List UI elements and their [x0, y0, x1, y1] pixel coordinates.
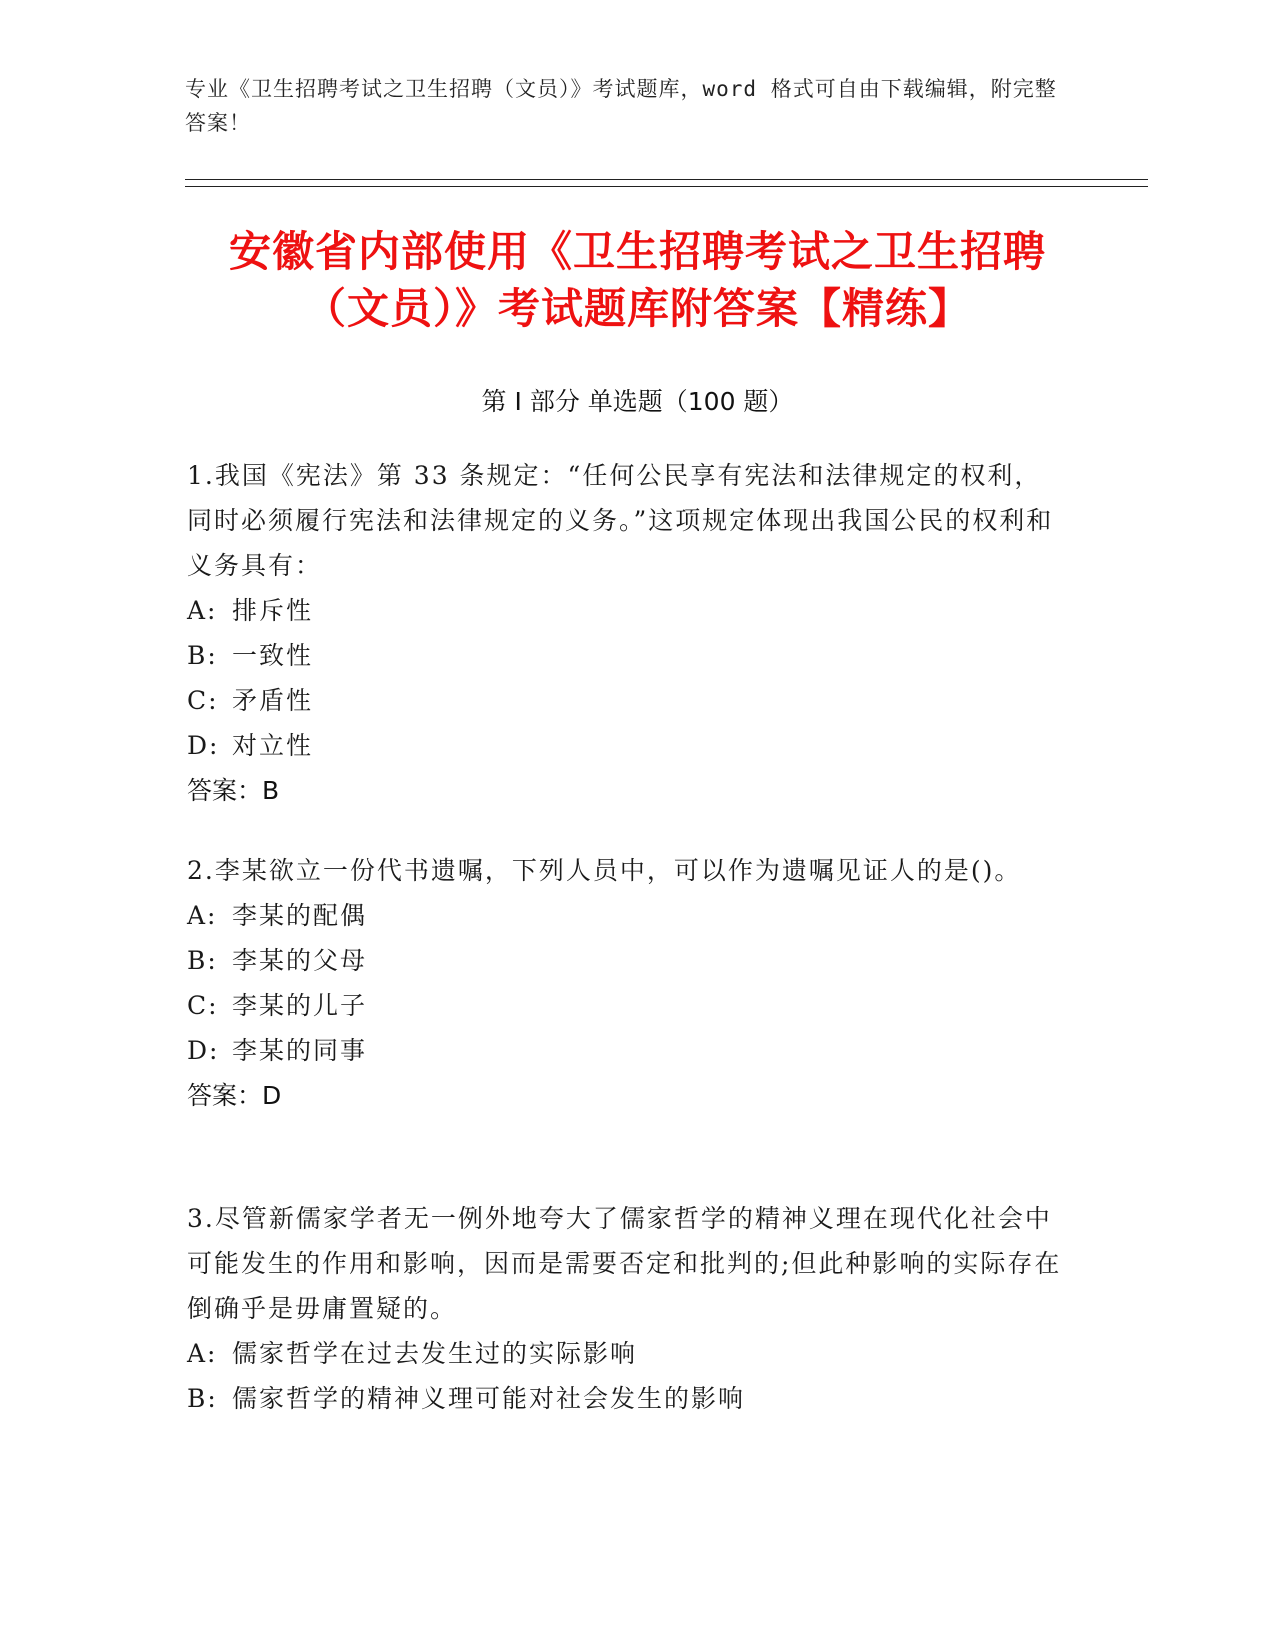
- option-a: [187, 588, 1067, 633]
- option-b: [187, 1376, 1067, 1421]
- option-text: 儒家哲学的精神义理可能对社会发生的影响: [232, 1384, 746, 1413]
- option-text: 李某的配偶: [232, 901, 368, 930]
- option-text: 儒家哲学在过去发生过的实际影响: [232, 1339, 638, 1368]
- option-d: [187, 723, 1067, 768]
- option-letter: D:: [187, 1036, 220, 1065]
- option-letter: B:: [187, 641, 218, 670]
- answer: 答案：B: [187, 776, 280, 805]
- option-text: 李某的同事: [232, 1036, 368, 1065]
- option-c: [187, 678, 1067, 723]
- header-rule-top: [185, 179, 1148, 180]
- question-2: [187, 848, 1067, 1118]
- header-note: 专业《卫生招聘考试之卫生招聘（文员）》考试题库，word 格式可自由下载编辑，附完整答案！: [185, 77, 1057, 135]
- question-text: 1.我国《宪法》第 33 条规定：“任何公民享有宪法和法律规定的权利，同时必须履行宪法和法律规定的义务。”这项规定体现出我国公民的权利和义务具有：: [187, 461, 1054, 580]
- option-letter: B:: [187, 946, 218, 975]
- option-letter: A:: [187, 901, 218, 930]
- question-text: 3.尽管新儒家学者无一例外地夸大了儒家哲学的精神义理在现代化社会中可能发生的作用和影响，因而是需要否定和批判的;但此种影响的实际存在倒确乎是毋庸置疑的。: [187, 1204, 1062, 1323]
- answer: 答案：D: [187, 1081, 282, 1110]
- option-letter: B:: [187, 1384, 218, 1413]
- question-3: [187, 1196, 1067, 1421]
- option-text: 一致性: [232, 641, 314, 670]
- option-d: [187, 1028, 1067, 1073]
- option-a: [187, 893, 1067, 938]
- document-title: [140, 223, 1135, 337]
- option-a: [187, 1331, 1067, 1376]
- option-text: 李某的儿子: [232, 991, 368, 1020]
- option-letter: D:: [187, 731, 220, 760]
- document-title-line-1: 安徽省内部使用《卫生招聘考试之卫生招聘: [228, 227, 1046, 276]
- document-title-line-2: （文员）》考试题库附答案【精练】: [303, 284, 971, 333]
- option-text: 对立性: [232, 731, 314, 760]
- header-rule-bottom: [185, 186, 1148, 187]
- option-text: 排斥性: [232, 596, 314, 625]
- question-1: [187, 453, 1067, 813]
- section-title: 第 I 部分 单选题（100 题）: [481, 387, 794, 416]
- option-c: [187, 983, 1067, 1028]
- option-letter: C:: [187, 686, 219, 715]
- option-text: 李某的父母: [232, 946, 368, 975]
- question-text: 2.李某欲立一份代书遗嘱，下列人员中，可以作为遗嘱见证人的是()。: [187, 856, 1022, 885]
- option-b: [187, 633, 1067, 678]
- option-letter: A:: [187, 596, 218, 625]
- option-b: [187, 938, 1067, 983]
- option-letter: A:: [187, 1339, 218, 1368]
- option-text: 矛盾性: [232, 686, 314, 715]
- option-letter: C:: [187, 991, 219, 1020]
